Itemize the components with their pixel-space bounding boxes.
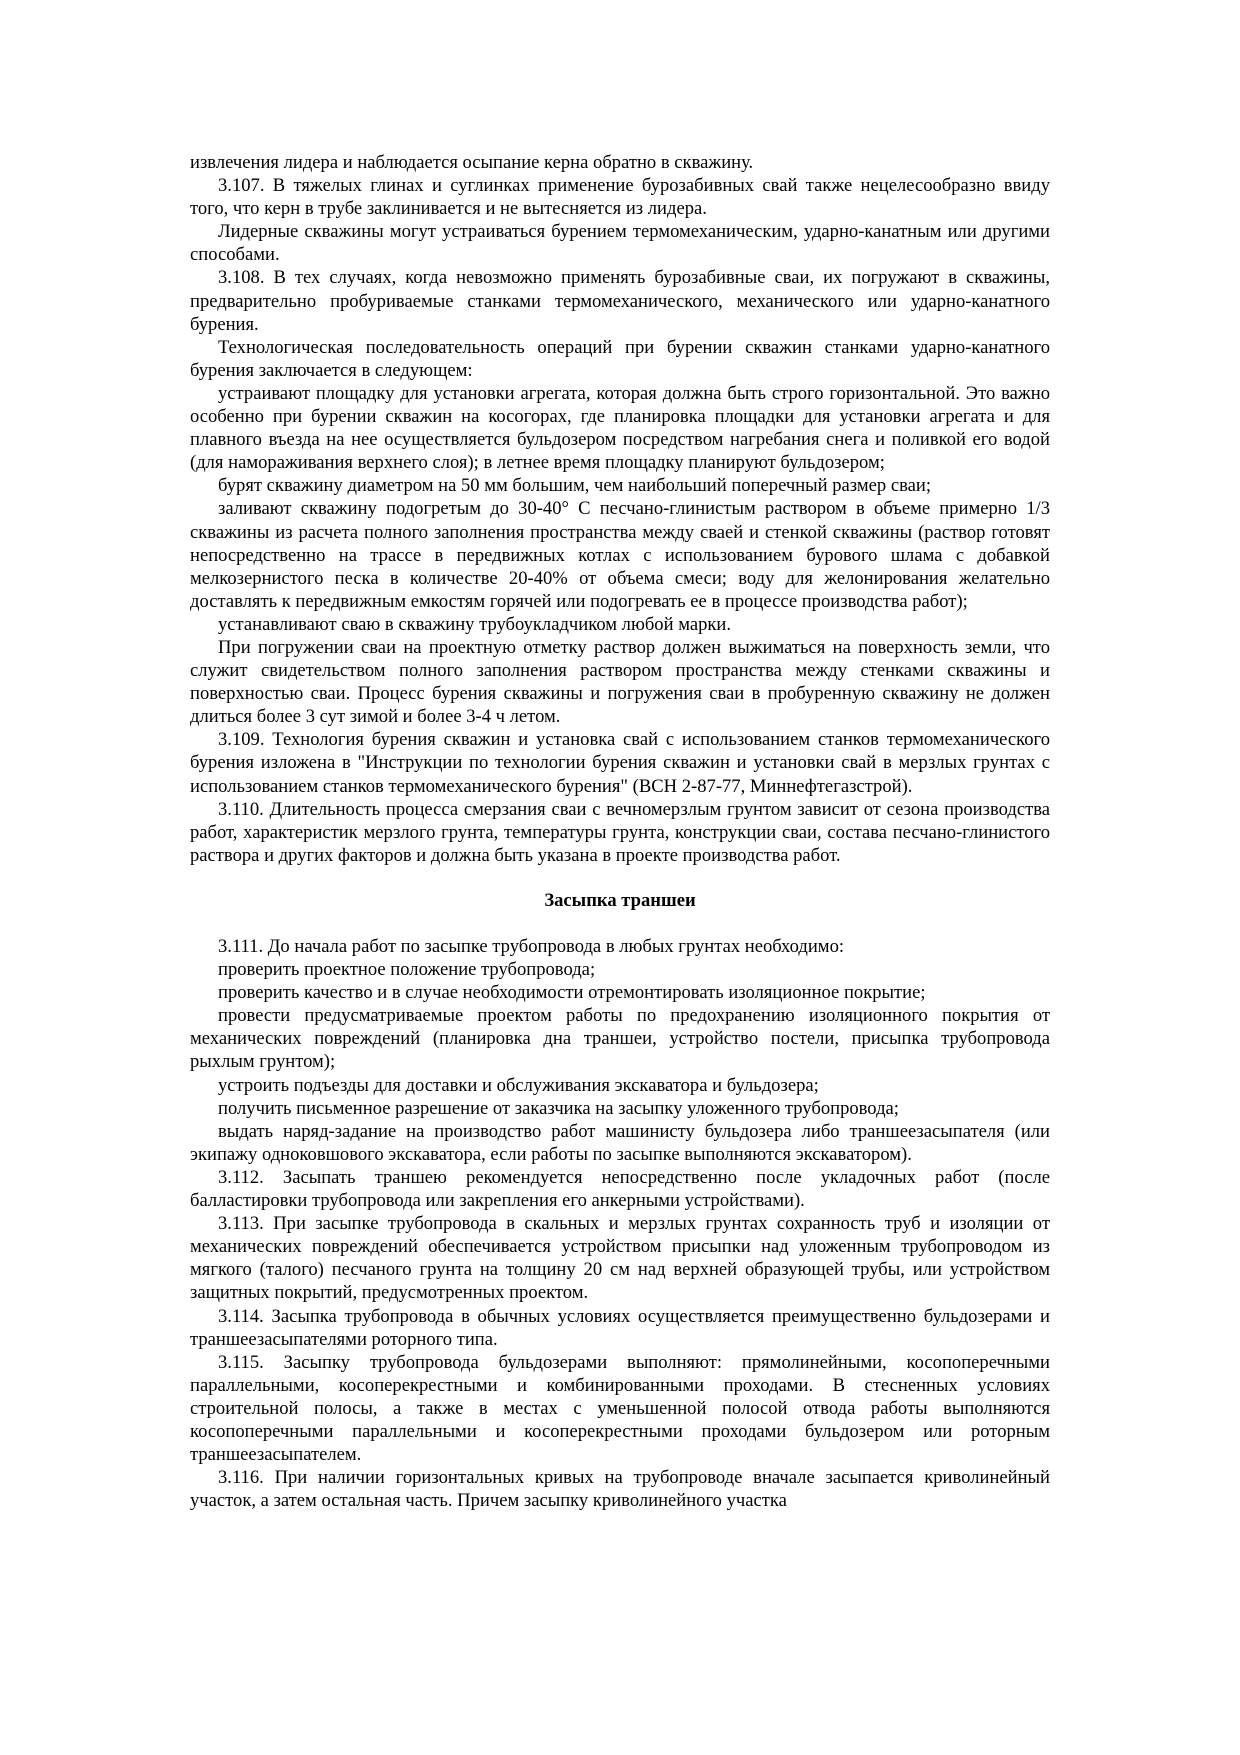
- paragraph: проверить проектное положение трубопровода;: [218, 959, 596, 981]
- paragraph: устраивают площадку для установки агрегата, которая должна быть строго горизонтальной. Это важно особенно при бурении скважин на косогорах, где планировка площадки для установки агрегата и для плавного въезда на нее осуществляется бульдозером посредством нагребания снега и поливкой его водой (для намораживания верхнего слоя); в летнее время площадку планируют бульдозером;: [190, 382, 1050, 474]
- paragraph: получить письменное разрешение от заказчика на засыпку уложенного трубопровода;: [218, 1097, 899, 1119]
- paragraph: 3.111. До начала работ по засыпке трубопровода в любых грунтах необходимо:: [218, 936, 845, 957]
- paragraph: Технологическая последовательность операций при бурении скважин станками ударно-канатного бурения заключается в следующем:: [190, 336, 1050, 381]
- paragraph: 3.108. В тех случаях, когда невозможно применять бурозабивные сваи, их погружают в скважины, предварительно пробуриваемые станками термомеханического, механического или ударно-канатного бурения.: [190, 267, 1050, 335]
- paragraph: проверить качество и в случае необходимости отремонтировать изоляционное покрытие;: [218, 982, 926, 1004]
- paragraph: 3.110. Длительность процесса смерзания сваи с вечномерзлым грунтом зависит от сезона производства работ, характеристик мерзлого грунта, температуры грунта, конструкции сваи, состава песчано-глинистого раствора и других факторов и должна быть указана в проекте производства работ.: [190, 798, 1050, 866]
- document-page: [190, 151, 1050, 1512]
- paragraph: При погружении сваи на проектную отметку раствор должен выжиматься на поверхность земли, что служит свидетельством полного заполнения раствором пространства между стенками скважины и поверхностью сваи. Процесс бурения скважины и погружения сваи в пробуренную скважину не должен длиться более 3 сут зимой и более 3-4 ч летом.: [190, 636, 1050, 728]
- paragraph: устанавливают сваю в скважину трубоукладчиком любой марки.: [218, 613, 732, 635]
- paragraphs-after: [190, 935, 1050, 1512]
- paragraph: бурят скважину диаметром на 50 мм большим, чем наибольший поперечный размер сваи;: [218, 475, 931, 497]
- paragraph: 3.109. Технология бурения скважин и установка свай с использованием станков термомеханического бурения изложена в "Инструкции по технологии бурения скважин и установки свай в мерзлых грунтах с использованием станков термомеханического бурения" (ВСН 2-87-77, Миннефтегазстрой).: [190, 729, 1050, 797]
- section-heading: Засыпка траншеи: [544, 889, 696, 911]
- paragraph: выдать наряд-задание на производство работ машинисту бульдозера либо траншеезасыпателя (или экипажу одноковшового экскаватора, если работы по засыпке выполняются экскаватором).: [190, 1120, 1050, 1165]
- paragraph: устроить подъезды для доставки и обслуживания экскаватора и бульдозера;: [218, 1074, 819, 1096]
- paragraph: 3.112. Засыпать траншею рекомендуется непосредственно после укладочных работ (после балластировки трубопровода или закрепления его анкерными устройствами).: [190, 1166, 1050, 1212]
- paragraph: 3.116. При наличии горизонтальных кривых на трубопроводе вначале засыпается криволинейный участок, а затем остальная часть. Причем засыпку криволинейного участка: [190, 1467, 1050, 1512]
- paragraph: 3.114. Засыпка трубопровода в обычных условиях осуществляется преимущественно бульдозерами и траншеезасыпателями роторного типа.: [190, 1305, 1050, 1350]
- paragraph: Лидерные скважины могут устраиваться бурением термомеханическим, ударно-канатным или другими способами.: [190, 221, 1050, 266]
- paragraph: 3.113. При засыпке трубопровода в скальных и мерзлых грунтах сохранность труб и изоляции от механических повреждений обеспечивается устройством присыпки над уложенным трубопроводом из мягкого (талого) песчаного грунта на толщину 20 см над верхней образующей трубы, или устройством защитных покрытий, предусмотренных проектом.: [190, 1213, 1050, 1304]
- paragraph: заливают скважину подогретым до 30-40° С песчано-глинистым раствором в объеме примерно 1/3 скважины из расчета полного заполнения пространства между сваей и стенкой скважины (раствор готовят непосредственно на трассе в передвижных котлах с использованием бурового шлама с добавкой мелкозернистого песка в количестве 20-40% от объема смеси; воду для желонирования желательно доставлять к передвижным емкостям горячей или подогревать ее в процессе производства работ);: [190, 498, 1050, 612]
- paragraph: 3.107. В тяжелых глинах и суглинках применение бурозабивных свай также нецелесообразно ввиду того, что керн в трубе заклинивается и не вытесняется из лидера.: [190, 175, 1050, 220]
- paragraphs-before: [190, 151, 1050, 867]
- paragraph: извлечения лидера и наблюдается осыпание керна обратно в скважину.: [190, 152, 754, 173]
- paragraph: 3.115. Засыпку трубопровода бульдозерами выполняют: прямолинейными, косопоперечными параллельными, косоперекрестными и комбинированными проходами. В стесненных условиях строительной полосы, а также в местах с уменьшенной полосой отвода работы выполняются косопоперечными параллельными и косоперекрестными проходами бульдозером или роторным траншеезасыпателем.: [190, 1351, 1050, 1466]
- paragraph: провести предусматриваемые проектом работы по предохранению изоляционного покрытия от механических повреждений (планировка дна траншеи, устройство постели, присыпка трубопровода рыхлым грунтом);: [190, 1005, 1050, 1073]
